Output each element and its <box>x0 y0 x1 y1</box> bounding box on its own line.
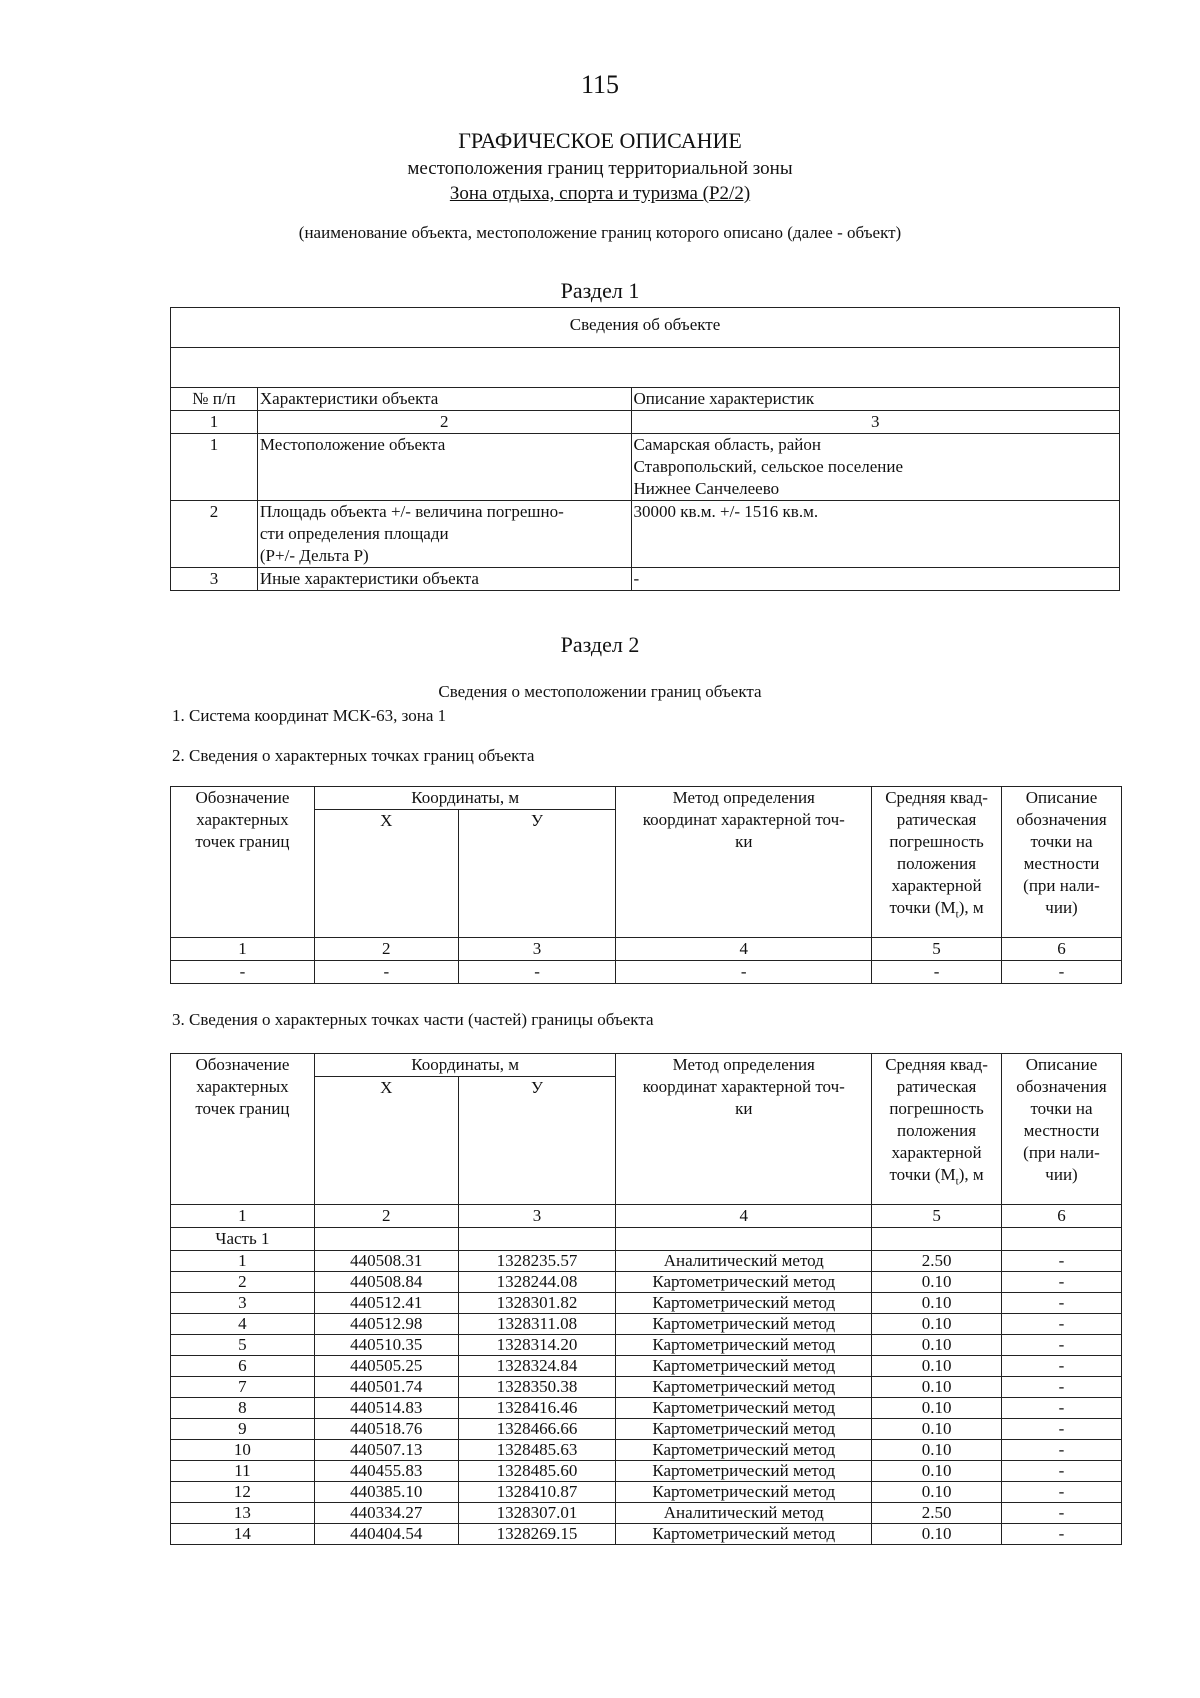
header-line: Средняя квад- <box>885 1055 988 1074</box>
coord-x: 440510.35 <box>314 1335 458 1356</box>
mean-error: 0.10 <box>872 1398 1002 1419</box>
header-subscript: t <box>955 1175 959 1188</box>
header-text: ), м <box>958 898 984 917</box>
header-line: точки на <box>1030 832 1093 851</box>
coord-x: 440512.41 <box>314 1293 458 1314</box>
coord-x: 440404.54 <box>314 1524 458 1545</box>
table-cell: - <box>872 961 1002 984</box>
y-header: У <box>458 810 616 938</box>
coord-y: 1328410.87 <box>458 1482 616 1503</box>
mean-error: 0.10 <box>872 1335 1002 1356</box>
point-number: 13 <box>171 1503 315 1524</box>
header-line: Обозначение <box>195 788 290 807</box>
point-description: - <box>1002 1398 1122 1419</box>
method: Аналитический метод <box>616 1251 872 1272</box>
point-description: - <box>1002 1524 1122 1545</box>
point-number: 3 <box>171 1293 315 1314</box>
point-number: 6 <box>171 1356 315 1377</box>
table-row <box>171 1461 1122 1482</box>
point-number: 1 <box>171 1251 315 1272</box>
point-description: - <box>1002 1503 1122 1524</box>
method: Картометрический метод <box>616 1314 872 1335</box>
section2-subtitle: Сведения о местоположении границ объекта <box>438 682 762 701</box>
points-heading: 2. Сведения о характерных точках границ объекта <box>172 746 535 765</box>
table-cell: - <box>1002 961 1122 984</box>
table-cell: - <box>616 961 872 984</box>
header-cell: Описание характеристик <box>631 388 1119 411</box>
description-line: Нижнее Санчелеево <box>633 479 780 498</box>
method: Картометрический метод <box>616 1482 872 1503</box>
table-row <box>171 1293 1122 1314</box>
point-number: 11 <box>171 1461 315 1482</box>
col-number: 2 <box>257 411 631 434</box>
empty-row <box>171 348 1120 388</box>
table-row <box>171 568 1120 591</box>
mean-error: 0.10 <box>872 1419 1002 1440</box>
point-number: 12 <box>171 1482 315 1503</box>
point-description: - <box>1002 1377 1122 1398</box>
col-number: 1 <box>171 1205 315 1228</box>
point-number: 9 <box>171 1419 315 1440</box>
point-description: - <box>1002 1293 1122 1314</box>
header-line: Описание <box>1025 1055 1098 1074</box>
point-description: - <box>1002 1251 1122 1272</box>
coord-x: 440385.10 <box>314 1482 458 1503</box>
header-text: точки (M <box>889 898 956 917</box>
object-name-wrap <box>0 183 1200 205</box>
coord-x: 440518.76 <box>314 1419 458 1440</box>
col-number: 2 <box>314 938 458 961</box>
method: Картометрический метод <box>616 1419 872 1440</box>
col-number: 4 <box>616 1205 872 1228</box>
point-description: - <box>1002 1272 1122 1293</box>
coord-x: 440501.74 <box>314 1377 458 1398</box>
col-number: 6 <box>1002 1205 1122 1228</box>
x-header: X <box>314 810 458 938</box>
header-line: ки <box>735 1099 753 1118</box>
name-line: сти определения площади <box>259 524 449 543</box>
table-row <box>171 1398 1122 1419</box>
section2-title: Раздел 2 <box>560 632 640 657</box>
coord-y: 1328466.66 <box>458 1419 616 1440</box>
col-number: 5 <box>872 938 1002 961</box>
header-line: Средняя квад- <box>885 788 988 807</box>
col-number: 3 <box>631 411 1119 434</box>
coord-y: 1328244.08 <box>458 1272 616 1293</box>
coord-y: 1328311.08 <box>458 1314 616 1335</box>
table-cell: - <box>458 961 616 984</box>
mean-error: 0.10 <box>872 1461 1002 1482</box>
table-cell: - <box>314 961 458 984</box>
method: Аналитический метод <box>616 1503 872 1524</box>
method: Картометрический метод <box>616 1461 872 1482</box>
point-description: - <box>1002 1419 1122 1440</box>
table-row <box>171 1419 1122 1440</box>
header-cell: Характеристики объекта <box>257 388 631 411</box>
header-line <box>874 897 999 925</box>
table-row <box>171 1314 1122 1335</box>
header-line: местности <box>1023 854 1100 873</box>
error-header <box>872 787 1002 938</box>
header-line: координат характерной точ- <box>642 1077 845 1096</box>
coords-header: Координаты, м <box>314 787 616 810</box>
table-row <box>171 501 1120 568</box>
name-line: Площадь объекта +/- величина погрешно- <box>259 502 564 521</box>
table-row <box>171 1440 1122 1461</box>
characteristic-name: Иные характеристики объекта <box>257 568 631 591</box>
method: Картометрический метод <box>616 1293 872 1314</box>
method: Картометрический метод <box>616 1377 872 1398</box>
point-description: - <box>1002 1482 1122 1503</box>
col-number: 6 <box>1002 938 1122 961</box>
header-line: обозначения <box>1016 810 1107 829</box>
method: Картометрический метод <box>616 1272 872 1293</box>
header-line: чии) <box>1045 898 1078 917</box>
description-line: Самарская область, район <box>633 435 821 454</box>
page-number: 115 <box>580 70 620 99</box>
coord-system: 1. Система координат МСК-63, зона 1 <box>172 706 447 725</box>
point-description: - <box>1002 1356 1122 1377</box>
coord-y: 1328307.01 <box>458 1503 616 1524</box>
method: Картометрический метод <box>616 1398 872 1419</box>
method-header <box>616 787 872 938</box>
header-line: точек границ <box>195 832 290 851</box>
header-line: обозначения <box>1016 1077 1107 1096</box>
header-line: точек границ <box>195 1099 290 1118</box>
coord-y: 1328485.60 <box>458 1461 616 1482</box>
coord-y: 1328314.20 <box>458 1335 616 1356</box>
header-line: характерных <box>196 810 289 829</box>
header-line: ратическая <box>896 810 977 829</box>
coord-x: 440514.83 <box>314 1398 458 1419</box>
point-number: 2 <box>171 1272 315 1293</box>
table-title: Сведения об объекте <box>171 308 1120 348</box>
point-description: - <box>1002 1335 1122 1356</box>
table-cell <box>872 1228 1002 1251</box>
header-line: (при нали- <box>1023 1143 1100 1162</box>
table-cell <box>616 1228 872 1251</box>
mean-error: 0.10 <box>872 1314 1002 1335</box>
x-header: X <box>314 1077 458 1205</box>
header-line: Метод определения <box>672 788 815 807</box>
mean-error: 0.10 <box>872 1440 1002 1461</box>
col-number: 1 <box>171 411 258 434</box>
header-line <box>874 1164 999 1192</box>
point-description: - <box>1002 1314 1122 1335</box>
description-header <box>1002 787 1122 938</box>
table-row <box>171 434 1120 501</box>
coord-y: 1328485.63 <box>458 1440 616 1461</box>
header-line: характерной <box>891 876 982 895</box>
coord-y: 1328301.82 <box>458 1293 616 1314</box>
parts-heading: 3. Сведения о характерных точках части (частей) границы объекта <box>172 1010 654 1029</box>
mean-error: 0.10 <box>872 1482 1002 1503</box>
mean-error: 0.10 <box>872 1377 1002 1398</box>
table-row <box>171 1377 1122 1398</box>
header-line: чии) <box>1045 1165 1078 1184</box>
designation-header <box>171 787 315 938</box>
object-hint: (наименование объекта, местоположение границ которого описано (далее - объект) <box>298 223 902 242</box>
mean-error: 0.10 <box>872 1272 1002 1293</box>
characteristic-description: 30000 кв.м. +/- 1516 кв.м. <box>631 501 1119 568</box>
point-number: 5 <box>171 1335 315 1356</box>
header-line: погрешность <box>889 832 984 851</box>
coord-x: 440508.31 <box>314 1251 458 1272</box>
characteristic-name: Местоположение объекта <box>257 434 631 501</box>
method-header <box>616 1054 872 1205</box>
description-line: Ставропольский, сельское поселение <box>633 457 904 476</box>
method: Картометрический метод <box>616 1440 872 1461</box>
point-description: - <box>1002 1461 1122 1482</box>
header-line: ки <box>735 832 753 851</box>
section1-title: Раздел 1 <box>560 278 640 303</box>
coord-y: 1328416.46 <box>458 1398 616 1419</box>
object-name: Зона отдыха, спорта и туризма (Р2/2) <box>449 183 751 204</box>
coord-x: 440507.13 <box>314 1440 458 1461</box>
header-line: точки на <box>1030 1099 1093 1118</box>
designation-header <box>171 1054 315 1205</box>
mean-error: 0.10 <box>872 1524 1002 1545</box>
table-row <box>171 1356 1122 1377</box>
header-line: Обозначение <box>195 1055 290 1074</box>
y-header: У <box>458 1077 616 1205</box>
table-row <box>171 1272 1122 1293</box>
col-number: 4 <box>616 938 872 961</box>
table-cell <box>314 1228 458 1251</box>
coord-y: 1328269.15 <box>458 1524 616 1545</box>
boundary-points-table <box>170 786 1122 984</box>
header-text: точки (M <box>889 1165 956 1184</box>
header-line: Описание <box>1025 788 1098 807</box>
col-number: 5 <box>872 1205 1002 1228</box>
row-number: 1 <box>171 434 258 501</box>
document-subtitle: местоположения границ территориальной зоны <box>407 158 793 179</box>
header-line: положения <box>897 1121 977 1140</box>
header-line: характерной <box>891 1143 982 1162</box>
point-description: - <box>1002 1440 1122 1461</box>
coord-x: 440505.25 <box>314 1356 458 1377</box>
header-cell: № п/п <box>171 388 258 411</box>
col-number: 3 <box>458 938 616 961</box>
point-number: 10 <box>171 1440 315 1461</box>
characteristic-description <box>631 434 1119 501</box>
table-cell <box>1002 1228 1122 1251</box>
coord-x: 440508.84 <box>314 1272 458 1293</box>
part-points-table <box>170 1053 1122 1545</box>
header-line: (при нали- <box>1023 876 1100 895</box>
table-row <box>171 1524 1122 1545</box>
header-line: характерных <box>196 1077 289 1096</box>
method: Картометрический метод <box>616 1356 872 1377</box>
coord-y: 1328324.84 <box>458 1356 616 1377</box>
table-row <box>171 1251 1122 1272</box>
point-number: 7 <box>171 1377 315 1398</box>
point-number: 14 <box>171 1524 315 1545</box>
method: Картометрический метод <box>616 1335 872 1356</box>
characteristic-name <box>257 501 631 568</box>
coords-header: Координаты, м <box>314 1054 616 1077</box>
mean-error: 2.50 <box>872 1251 1002 1272</box>
header-text: ), м <box>958 1165 984 1184</box>
point-number: 8 <box>171 1398 315 1419</box>
coord-y: 1328235.57 <box>458 1251 616 1272</box>
table-cell: - <box>171 961 315 984</box>
coord-y: 1328350.38 <box>458 1377 616 1398</box>
mean-error: 0.10 <box>872 1293 1002 1314</box>
object-info-table <box>170 307 1120 591</box>
col-number: 3 <box>458 1205 616 1228</box>
table-row <box>171 1482 1122 1503</box>
header-line: ратическая <box>896 1077 977 1096</box>
table-row <box>171 1503 1122 1524</box>
description-header <box>1002 1054 1122 1205</box>
mean-error: 0.10 <box>872 1356 1002 1377</box>
row-number: 3 <box>171 568 258 591</box>
name-line: (Р+/- Дельта Р) <box>259 546 369 565</box>
col-number: 2 <box>314 1205 458 1228</box>
coord-x: 440455.83 <box>314 1461 458 1482</box>
coord-x: 440512.98 <box>314 1314 458 1335</box>
point-number: 4 <box>171 1314 315 1335</box>
header-subscript: t <box>955 908 959 921</box>
header-line: Метод определения <box>672 1055 815 1074</box>
part-points-body <box>171 1251 1122 1545</box>
header-line: координат характерной точ- <box>642 810 845 829</box>
table-row <box>171 1335 1122 1356</box>
header-line: положения <box>897 854 977 873</box>
header-line: местности <box>1023 1121 1100 1140</box>
header-line: погрешность <box>889 1099 984 1118</box>
table-cell <box>458 1228 616 1251</box>
col-number: 1 <box>171 938 315 961</box>
part-label: Часть 1 <box>171 1228 315 1251</box>
characteristic-description: - <box>631 568 1119 591</box>
mean-error: 2.50 <box>872 1503 1002 1524</box>
row-number: 2 <box>171 501 258 568</box>
document-title: ГРАФИЧЕСКОЕ ОПИСАНИЕ <box>458 128 742 153</box>
method: Картометрический метод <box>616 1524 872 1545</box>
coord-x: 440334.27 <box>314 1503 458 1524</box>
table-row <box>171 961 1122 984</box>
part-label-row <box>171 1228 1122 1251</box>
error-header <box>872 1054 1002 1205</box>
